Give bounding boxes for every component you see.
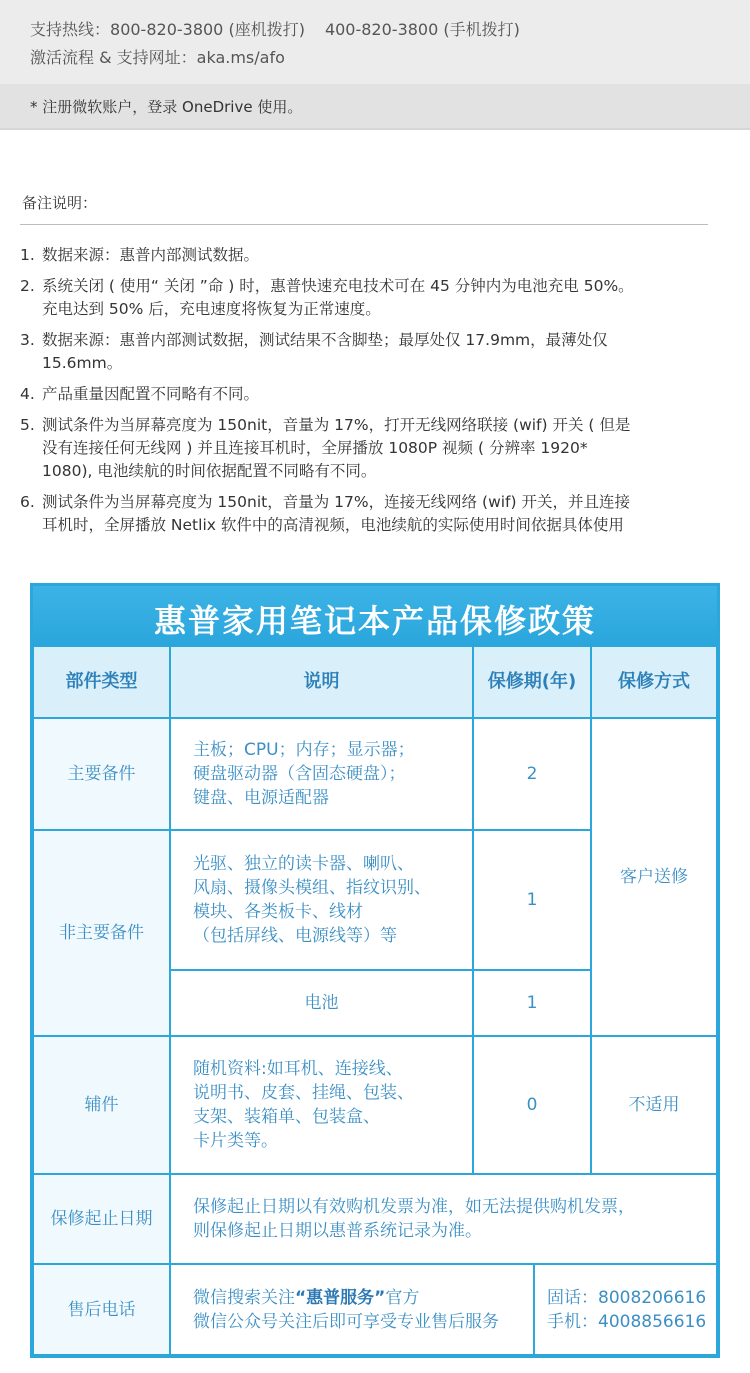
desc-line: 支架、装箱单、包装盒、 <box>193 1107 380 1127</box>
row-battery-desc: 电池 <box>170 970 473 1036</box>
note-line: 数据来源：惠普内部测试数据。 <box>42 246 260 264</box>
note-item <box>20 244 730 267</box>
hotline-line <box>30 16 520 44</box>
after-sales-phones <box>534 1264 717 1355</box>
hotline-landline: 800-820-3800 (座机拨打) <box>110 20 305 39</box>
after-sales-label: 售后电话 <box>33 1264 170 1355</box>
mobile-line <box>547 1310 706 1334</box>
row-accessory-type: 辅件 <box>33 1036 170 1174</box>
note-number: 3. <box>20 331 35 349</box>
warranty-table <box>30 583 720 1358</box>
header-method: 保修方式 <box>591 646 717 718</box>
desc-line: 风扇、摄像头模组、指纹识别、 <box>193 878 431 898</box>
desc-line: 键盘、电源适配器 <box>193 788 329 808</box>
warranty-header <box>33 586 717 646</box>
activation-line <box>30 44 520 72</box>
note-number: 6. <box>20 493 35 511</box>
notes-list <box>20 244 730 545</box>
note-line: 耳机时，全屏播放 Netlix 软件中的高清视频，电池续航的实际使用时间依据具体使用 <box>42 516 624 534</box>
note-line: 数据来源：惠普内部测试数据，测试结果不含脚垫；最厚处仅 17.9mm，最薄处仅 <box>42 331 608 349</box>
wechat-prefix: 微信搜索关注 <box>193 1287 295 1308</box>
row-main-desc <box>170 718 473 830</box>
note-line: 没有连接任何无线网 ) 并且连接耳机时，全屏播放 1080P 视频 ( 分辨率 1920* <box>42 439 588 457</box>
notes-title: 备注说明： <box>22 194 98 212</box>
note-line: 测试条件为当屏幕亮度为 150nit，音量为 17%，连接无线网络 (wif) 开关，并且连接 <box>42 493 630 511</box>
note-item <box>20 329 730 375</box>
support-info <box>30 16 520 72</box>
note-line: 系统关闭 ( 使用“ 关闭 ”命 ) 时，惠普快速充电技术可在 45 分钟内为电池充电 50%。 <box>42 277 634 295</box>
note-line: 测试条件为当屏幕亮度为 150nit，音量为 17%，打开无线网络联接 (wif) 开关 ( 但是 <box>42 416 631 434</box>
hotline-mobile: 400-820-3800 (手机拨打) <box>324 20 520 39</box>
start-date-line: 保修起止日期以有效购机发票为准，如无法提供购机发票， <box>193 1197 635 1217</box>
landline-number[interactable]: 8008206616 <box>598 1287 707 1308</box>
desc-line: 说明书、皮套、挂绳、包装、 <box>193 1083 414 1103</box>
desc-line: 卡片类等。 <box>193 1131 278 1151</box>
wechat-brand: “惠普服务” <box>295 1287 386 1308</box>
row-main-type: 主要备件 <box>33 718 170 830</box>
hotline-label: 支持热线： <box>30 20 111 39</box>
header-description: 说明 <box>170 646 473 718</box>
warranty-title: 惠普家用笔记本产品保修政策 <box>153 602 596 640</box>
note-number: 4. <box>20 385 35 403</box>
desc-line: 光驱、独立的读卡器、喇叭、 <box>193 854 414 874</box>
desc-line: 硬盘驱动器（含固态硬盘）； <box>193 764 406 784</box>
desc-line: 模块、各类板卡、线材 <box>193 902 363 922</box>
row-accessory-method: 不适用 <box>591 1036 717 1174</box>
desc-line: 随机资料:如耳机、连接线、 <box>193 1059 403 1079</box>
row-minor-type: 非主要备件 <box>33 830 170 1036</box>
activation-url[interactable]: aka.ms/afo <box>196 48 285 67</box>
note-line: 产品重量因配置不同略有不同。 <box>42 385 260 403</box>
support-band <box>0 0 750 130</box>
mobile-number[interactable]: 4008856616 <box>598 1311 707 1332</box>
row-minor-desc <box>170 830 473 970</box>
after-sales-wechat <box>170 1264 534 1355</box>
header-part-type: 部件类型 <box>33 646 170 718</box>
onedrive-note: * 注册微软账户，登录 OneDrive 使用。 <box>30 98 303 116</box>
row-battery-period: 1 <box>473 970 591 1036</box>
method-carry-in: 客户送修 <box>591 718 717 1036</box>
row-minor-period: 1 <box>473 830 591 970</box>
note-number: 2. <box>20 277 35 295</box>
desc-line: 主板；CPU；内存；显示器； <box>193 740 415 760</box>
wechat-line-2: 微信公众号关注后即可享受专业售后服务 <box>193 1311 499 1332</box>
note-item <box>20 383 730 406</box>
mobile-label: 手机： <box>547 1311 598 1332</box>
note-number: 5. <box>20 416 35 434</box>
start-date-line: 则保修起止日期以惠普系统记录为准。 <box>193 1221 482 1241</box>
note-number: 1. <box>20 246 35 264</box>
row-accessory-desc <box>170 1036 473 1174</box>
notes-divider <box>20 224 708 225</box>
row-main-period: 2 <box>473 718 591 830</box>
desc-line: （包括屏线、电源线等）等 <box>193 926 397 946</box>
landline-line <box>547 1286 706 1310</box>
onedrive-bar <box>0 84 750 130</box>
activation-label: 激活流程 & 支持网址： <box>30 48 197 67</box>
start-date-label: 保修起止日期 <box>33 1174 170 1264</box>
note-item <box>20 414 730 483</box>
start-date-text <box>170 1174 717 1264</box>
note-item <box>20 491 730 537</box>
wechat-suffix: 官方 <box>385 1287 420 1308</box>
note-line: 充电达到 50% 后，充电速度将恢复为正常速度。 <box>42 300 381 318</box>
landline-label: 固话： <box>547 1287 598 1308</box>
note-line: 15.6mm。 <box>42 354 123 372</box>
row-accessory-period: 0 <box>473 1036 591 1174</box>
header-period: 保修期(年) <box>473 646 591 718</box>
note-item <box>20 275 730 321</box>
note-line: 1080), 电池续航的时间依据配置不同略有不同。 <box>42 462 377 480</box>
wechat-line-1 <box>193 1286 499 1310</box>
